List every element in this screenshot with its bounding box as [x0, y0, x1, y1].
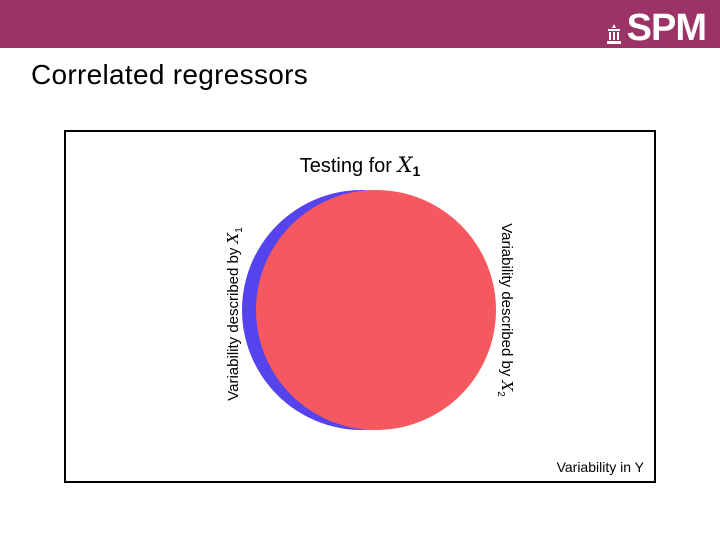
diagram-title-prefix: Testing for — [299, 155, 398, 177]
x1-label-text: Variability described by — [225, 243, 242, 401]
x2-variability-label — [495, 223, 516, 397]
x2-label-symbol: X — [498, 380, 516, 392]
venn-diagram — [66, 132, 654, 481]
x1-label-symbol: X — [224, 232, 242, 244]
slide-title: Correlated regressors — [31, 59, 309, 90]
building-icon — [607, 24, 621, 46]
diagram-frame — [64, 130, 656, 483]
x2-label-subscript: 2 — [495, 391, 506, 397]
x1-variability-label — [224, 227, 245, 401]
diagram-title-symbol: X — [397, 153, 413, 177]
x2-variability-circle — [256, 190, 496, 430]
x1-label-subscript: 1 — [234, 227, 245, 233]
spm-logo — [607, 7, 706, 49]
header-bar — [0, 0, 720, 48]
logo-text: SPM — [626, 7, 706, 49]
diagram-title — [300, 153, 421, 179]
y-variability-label: Variability in Y — [556, 459, 644, 475]
diagram-title-subscript: 1 — [412, 163, 421, 179]
x2-label-text: Variability described by — [498, 223, 515, 381]
